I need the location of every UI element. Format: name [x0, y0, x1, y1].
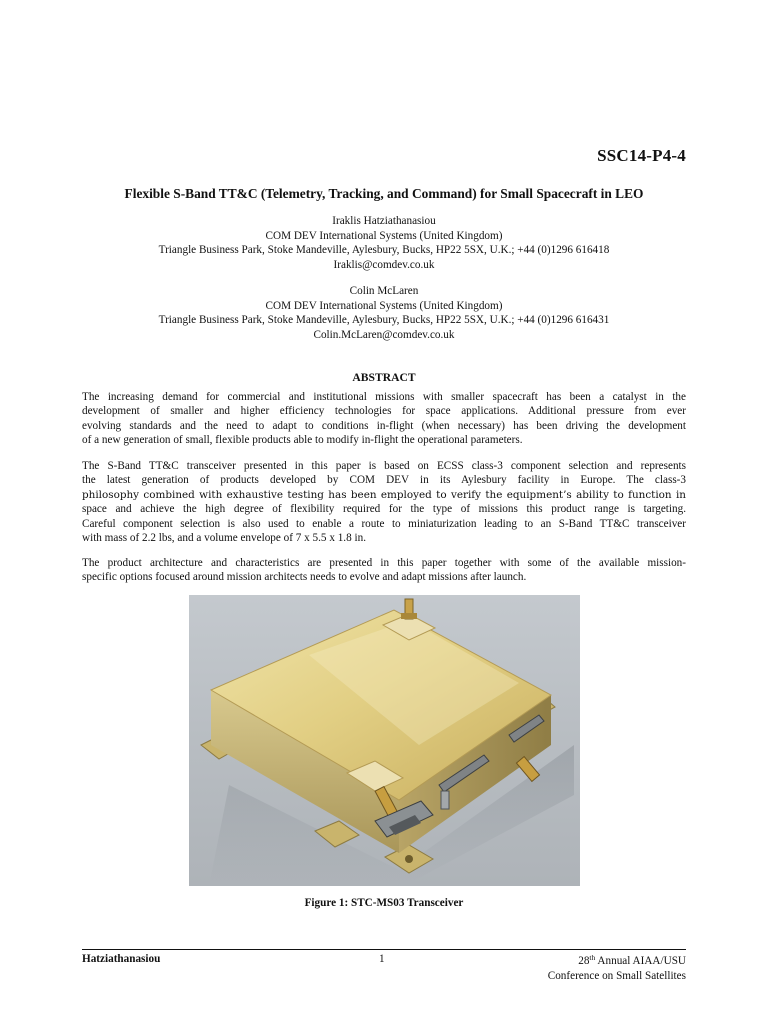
text-line: with mass of 2.2 lbs, and a volume envelope of 7 x 5.5 x 1.8 in. — [82, 532, 366, 545]
author-address: Triangle Business Park, Stoke Mandeville, Aylesbury, Bucks, HP22 5SX, U.K.; +44 (0)1296 616418 — [158, 244, 610, 256]
author-name: Colin McLaren — [349, 285, 419, 297]
abstract-heading: ABSTRACT — [352, 371, 416, 384]
author-email[interactable]: Colin.McLaren@comdev.co.uk — [313, 328, 455, 341]
abstract-paragraph-2 — [82, 459, 686, 545]
author-block-1 — [82, 214, 686, 272]
paper-title: Flexible S-Band TT&C (Telemetry, Tracking, and Command) for Small Spacecraft in LEO — [124, 186, 644, 201]
footer-conference — [548, 950, 686, 984]
text-line: of a new generation of small, flexible products able to modify in-flight the operational parameters. — [82, 434, 523, 447]
transceiver-photo — [189, 595, 580, 886]
ordinal-number: 28 — [578, 955, 590, 967]
text-line: Careful component selection is also used to enable a route to miniaturization leading to an S-Band TT&C transceiver — [82, 517, 686, 530]
author-affiliation: COM DEV International Systems (United Kingdom) — [265, 229, 503, 242]
ordinal-suffix: th — [589, 953, 596, 962]
paper-id: SSC14-P4-4 — [597, 146, 686, 165]
text-line: The increasing demand for commercial and institutional missions with smaller spacecraft has been a catalyst in the — [82, 391, 686, 403]
abstract-paragraph-1 — [82, 390, 686, 448]
footer-author: Hatziathanasiou — [82, 953, 161, 965]
text-line: specific options focused around mission architects needs to evolve and adapt missions after launch. — [82, 571, 527, 584]
text-line: the latest generation of products developed by COM DEV in its Aylesbury facility in Europe. The class-3 — [82, 474, 686, 487]
author-name: Iraklis Hatziathanasiou — [332, 215, 436, 227]
text-line: space and achieve the high degree of flexibility required for the type of missions this product range is targeting. — [82, 503, 686, 516]
author-email[interactable]: Iraklis@comdev.co.uk — [333, 258, 435, 271]
text-line: philosophy combined with exhaustive testing has been employed to verify the equipment’s ability to function in — [82, 488, 686, 501]
text-line: The S-Band TT&C transceiver presented in this paper is based on ECSS class-3 component selection and represents — [82, 460, 686, 472]
text-line: development of smaller and higher efficiency technologies for space applications. Additional pressure from ever — [82, 405, 686, 418]
test-port — [441, 791, 449, 809]
author-block-2 — [82, 284, 686, 342]
text-line: The product architecture and characteristics are presented in this paper together with some of the available mission- — [82, 557, 686, 569]
conference-line-2: Conference on Small Satellites — [547, 970, 686, 982]
author-address: Triangle Business Park, Stoke Mandeville, Aylesbury, Bucks, HP22 5SX, U.K.; +44 (0)1296 616431 — [158, 314, 610, 326]
figure-caption: Figure 1: STC-MS03 Transceiver — [304, 897, 464, 909]
rf-connector-nut — [401, 613, 417, 619]
transceiver-illustration — [189, 595, 580, 886]
screw-hole — [405, 855, 413, 863]
page-number: 1 — [379, 953, 385, 965]
text-line: evolving standards and the need to adapt to conditions in-flight (when necessary) has been driving the development — [82, 419, 686, 432]
author-affiliation: COM DEV International Systems (United Kingdom) — [265, 299, 503, 312]
abstract-paragraph-3 — [82, 556, 686, 585]
conference-line-1: Annual AIAA/USU — [595, 955, 686, 967]
